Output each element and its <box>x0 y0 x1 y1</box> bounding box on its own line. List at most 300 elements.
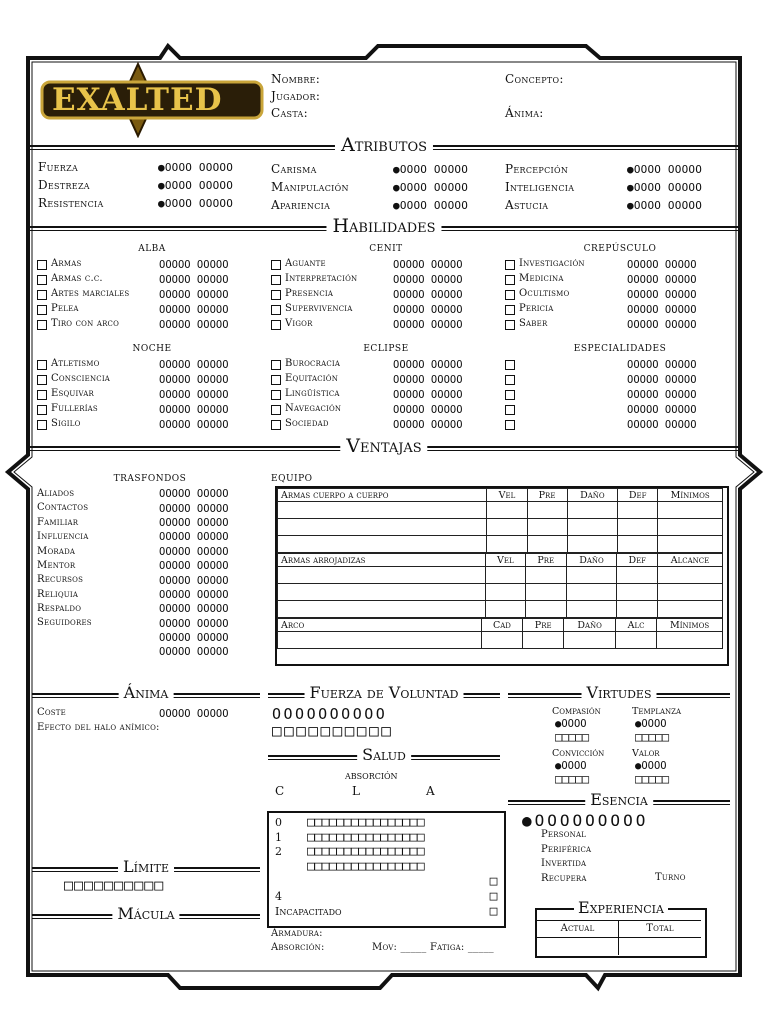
salud-boxes[interactable]: □ <box>489 888 497 904</box>
weapon-header: Pre <box>527 489 567 502</box>
favored-checkbox[interactable] <box>37 360 47 370</box>
weapon-cell[interactable] <box>526 584 566 601</box>
trasfondos-title: trasfondos <box>113 470 187 485</box>
favored-checkbox[interactable] <box>37 390 47 400</box>
weapon-cell[interactable] <box>487 536 527 553</box>
weapon-header: Arco <box>278 619 482 632</box>
salud-header: Salud <box>268 748 500 766</box>
habilidad-label: Medicina <box>519 273 564 285</box>
weapon-cell[interactable] <box>527 502 567 519</box>
habilidad-row <box>37 387 262 402</box>
weapon-cell[interactable] <box>658 601 723 618</box>
trasfondo-dots[interactable]: OOOOO OOOOO <box>159 545 229 558</box>
habilidad-dots[interactable]: OOOOO OOOOO <box>627 258 697 271</box>
trasfondo-row <box>37 545 265 559</box>
favored-checkbox[interactable] <box>271 290 281 300</box>
habilidades-group <box>37 357 262 432</box>
voluntad-circles[interactable]: OOOOOOOOOO <box>272 705 388 723</box>
salud-level-label: 1 <box>275 830 282 844</box>
habilidad-dots[interactable]: OOOOO OOOOO <box>159 318 229 331</box>
salud-level-label: 0 <box>275 815 282 829</box>
habilidad-row <box>271 287 496 302</box>
trasfondo-label: Morada <box>37 545 76 557</box>
weapon-cell[interactable] <box>617 567 658 584</box>
favored-checkbox[interactable] <box>271 260 281 270</box>
weapon-cell[interactable] <box>618 519 658 536</box>
virtud-label: Templanza <box>632 706 682 717</box>
favored-checkbox[interactable] <box>505 420 515 430</box>
trasfondo-dots[interactable]: OOOOO OOOOO <box>159 516 229 529</box>
weapon-header: Vel <box>487 489 527 502</box>
weapon-cell[interactable] <box>566 584 617 601</box>
weapon-cell[interactable] <box>278 632 482 649</box>
trasfondo-dots[interactable]: OOOOO OOOOO <box>159 588 229 601</box>
favored-checkbox[interactable] <box>271 320 281 330</box>
favored-checkbox[interactable] <box>505 320 515 330</box>
weapon-cell[interactable] <box>526 567 566 584</box>
habilidad-row <box>37 372 262 387</box>
weapon-cell[interactable] <box>278 536 487 553</box>
habilidad-row <box>271 257 496 272</box>
virtud-dots[interactable]: ●OOOO <box>555 760 587 772</box>
habilidad-dots[interactable]: OOOOO OOOOO <box>393 373 463 386</box>
habilidad-dots[interactable]: OOOOO OOOOO <box>159 373 229 386</box>
weapon-cell[interactable] <box>567 502 617 519</box>
favored-checkbox[interactable] <box>271 305 281 315</box>
trasfondo-dots[interactable]: OOOOO OOOOO <box>159 574 229 587</box>
favored-checkbox[interactable] <box>37 290 47 300</box>
favored-checkbox[interactable] <box>505 390 515 400</box>
salud-row <box>275 874 499 889</box>
habilidades-group-title: alba <box>138 240 166 255</box>
salud-level-label: Incapacitado <box>275 904 342 918</box>
experiencia-actual: Actual <box>560 923 595 934</box>
habilidad-dots[interactable]: OOOOO OOOOO <box>393 388 463 401</box>
virtud-boxes[interactable]: □□□□□ <box>635 772 669 786</box>
weapon-cell[interactable] <box>616 632 657 649</box>
armadura-label: Armadura: <box>271 928 323 939</box>
habilidad-dots[interactable]: OOOOO OOOOO <box>393 303 463 316</box>
ventajas-header: Ventajas <box>30 438 738 458</box>
trasfondo-row <box>37 573 265 587</box>
favored-checkbox[interactable] <box>271 375 281 385</box>
virtud-boxes[interactable]: □□□□□ <box>555 772 589 786</box>
favored-checkbox[interactable] <box>505 260 515 270</box>
habilidad-label: Saber <box>519 318 548 330</box>
voluntad-header: Fuerza de Voluntad <box>268 686 500 704</box>
atributos-mentales: Percepción ●OOOO OOOOO Inteligencia ●OOOO OOOOO Astucia ●OOOO OOOOO <box>505 162 703 212</box>
trasfondo-dots[interactable]: OOOOO OOOOO <box>159 560 229 573</box>
habilidades-group <box>505 257 730 332</box>
favored-checkbox[interactable] <box>37 375 47 385</box>
esencia-circles[interactable]: ●OOOOOOOOO <box>522 811 649 830</box>
habilidad-label: Armas c.c. <box>51 273 103 285</box>
favored-checkbox[interactable] <box>37 405 47 415</box>
virtud-dots[interactable]: ●OOOO <box>555 718 587 730</box>
habilidad-label: Armas <box>51 258 82 270</box>
habilidad-row <box>271 357 496 372</box>
favored-checkbox[interactable] <box>271 420 281 430</box>
weapon-cell[interactable] <box>487 502 527 519</box>
favored-checkbox[interactable] <box>505 375 515 385</box>
habilidad-label: Pelea <box>51 303 79 315</box>
trasfondo-dots[interactable]: OOOOO OOOOO <box>159 632 229 645</box>
habilidades-group-title: crepúsculo <box>583 240 657 255</box>
trasfondo-label: Aliados <box>37 487 75 499</box>
salud-row <box>275 845 499 860</box>
weapon-cell[interactable] <box>278 519 487 536</box>
habilidad-label: Consciencia <box>51 373 111 385</box>
habilidad-dots[interactable]: OOOOO OOOOO <box>159 403 229 416</box>
efecto-label: Efecto del halo anímico: <box>37 722 160 733</box>
habilidad-row <box>271 387 496 402</box>
salud-boxes[interactable]: □□□□□□□□□□□□□□□□ <box>307 844 425 860</box>
habilidad-row <box>271 317 496 332</box>
habilidad-dots[interactable]: OOOOO OOOOO <box>393 273 463 286</box>
habilidad-dots[interactable]: OOOOO OOOOO <box>159 358 229 371</box>
virtud-boxes[interactable]: □□□□□ <box>555 730 589 744</box>
favored-checkbox[interactable] <box>37 275 47 285</box>
habilidad-row <box>271 372 496 387</box>
salud-boxes[interactable]: □□□□□□□□□□□□□□□□ <box>307 814 425 830</box>
absorcion-l: L <box>352 784 360 798</box>
habilidad-label: Fullerías <box>51 403 98 415</box>
trasfondo-dots[interactable]: OOOOO OOOOO <box>159 603 229 616</box>
experiencia-total: Total <box>646 923 674 934</box>
weapon-cell[interactable] <box>658 536 723 553</box>
habilidad-dots[interactable]: OOOOO OOOOO <box>159 388 229 401</box>
habilidad-row <box>505 372 730 387</box>
habilidad-row <box>505 402 730 417</box>
habilidad-dots[interactable]: OOOOO OOOOO <box>159 258 229 271</box>
virtudes-header: Virtudes <box>508 686 730 704</box>
weapon-cell[interactable] <box>526 601 566 618</box>
trasfondo-row <box>37 559 265 573</box>
trasfondo-row <box>37 617 265 631</box>
weapon-header: Alcance <box>658 554 723 567</box>
virtud-label: Convicción <box>552 748 605 759</box>
habilidad-dots[interactable]: OOOOO OOOOO <box>159 418 229 431</box>
habilidad-label: Ocultismo <box>519 288 570 300</box>
habilidades-group-title: especialidades <box>573 340 667 355</box>
casta-label: Casta: <box>271 106 308 120</box>
weapon-cell[interactable] <box>617 584 658 601</box>
habilidad-dots[interactable]: OOOOO OOOOO <box>393 318 463 331</box>
trasfondo-label: Familiar <box>37 516 79 528</box>
habilidad-label: Sigilo <box>51 418 81 430</box>
jugador-label: Jugador: <box>271 89 321 103</box>
habilidad-label: Artes marciales <box>51 288 130 300</box>
weapon-table-melee <box>277 488 723 553</box>
habilidad-row <box>505 257 730 272</box>
esencia-personal: Personal <box>541 829 587 840</box>
coste-dots: OOOOO OOOOO <box>159 707 229 720</box>
habilidades-group <box>505 357 730 432</box>
fatiga-label: Fatiga: _____ <box>430 942 494 953</box>
trasfondo-row <box>37 588 265 602</box>
virtud-label: Valor <box>632 748 660 759</box>
habilidad-dots[interactable]: OOOOO OOOOO <box>627 273 697 286</box>
habilidad-dots[interactable]: OOOOO OOOOO <box>627 288 697 301</box>
weapon-cell[interactable] <box>617 601 658 618</box>
weapon-cell[interactable] <box>658 584 723 601</box>
habilidad-row <box>37 257 262 272</box>
habilidad-row <box>37 417 262 432</box>
weapon-cell[interactable] <box>567 519 617 536</box>
esencia-invertida: Invertida <box>541 858 587 869</box>
salud-level-label: 4 <box>275 889 282 903</box>
habilidad-label: Tiro con arco <box>51 318 120 330</box>
favored-checkbox[interactable] <box>271 405 281 415</box>
trasfondo-row <box>37 501 265 515</box>
favored-checkbox[interactable] <box>505 275 515 285</box>
nombre-label: Nombre: <box>271 72 321 86</box>
atributos-header: Atributos <box>30 137 738 157</box>
habilidad-dots[interactable]: OOOOO OOOOO <box>159 303 229 316</box>
trasfondo-dots[interactable]: OOOOO OOOOO <box>159 502 229 515</box>
virtud-dots[interactable]: ●OOOO <box>635 760 667 772</box>
trasfondo-dots[interactable]: OOOOO OOOOO <box>159 646 229 659</box>
logo-text: EXALTED <box>52 82 223 118</box>
salud-level-label: 2 <box>275 845 282 859</box>
salud-row <box>275 815 499 830</box>
weapon-table-arco <box>277 618 723 649</box>
weapon-cell[interactable] <box>485 567 525 584</box>
concepto-label: Concepto: <box>505 72 564 86</box>
anima-section-header: Ánima <box>32 686 260 704</box>
habilidad-row <box>271 302 496 317</box>
weapon-cell[interactable] <box>618 502 658 519</box>
salud-boxes[interactable]: □ <box>489 903 497 919</box>
esencia-turno: Turno <box>655 872 686 883</box>
weapon-table-thrown <box>277 553 723 618</box>
anima-section-body <box>37 706 262 736</box>
habilidad-dots[interactable]: OOOOO OOOOO <box>159 273 229 286</box>
limite-boxes[interactable]: □□□□□□□□□□ <box>64 876 165 894</box>
habilidad-row <box>505 317 730 332</box>
weapon-header: Armas arrojadizas <box>278 554 486 567</box>
virtud-dots[interactable]: ●OOOO <box>635 718 667 730</box>
voluntad-squares[interactable]: □□□□□□□□□□ <box>272 721 394 740</box>
habilidad-dots[interactable]: OOOOO OOOOO <box>627 418 697 431</box>
habilidad-row <box>37 287 262 302</box>
weapon-cell[interactable] <box>658 519 723 536</box>
weapon-header: Vel <box>485 554 525 567</box>
favored-checkbox[interactable] <box>505 360 515 370</box>
weapon-header: Pre <box>523 619 564 632</box>
habilidad-row <box>37 357 262 372</box>
weapon-cell[interactable] <box>278 584 486 601</box>
habilidad-label: Esquivar <box>51 388 95 400</box>
esencia-recupera: Recupera <box>541 872 587 884</box>
habilidades-group <box>271 357 496 432</box>
weapon-header: Def <box>617 554 658 567</box>
mov-label: Mov: _____ <box>372 942 427 953</box>
weapon-header: Alc <box>616 619 657 632</box>
trasfondo-label: Mentor <box>37 559 76 571</box>
trasfondo-row <box>37 530 265 544</box>
trasfondo-dots[interactable]: OOOOO OOOOO <box>159 488 229 501</box>
weapon-cell[interactable] <box>658 567 723 584</box>
weapon-cell[interactable] <box>527 519 567 536</box>
habilidad-dots[interactable]: OOOOO OOOOO <box>393 288 463 301</box>
salud-row <box>275 889 499 904</box>
weapon-header: Daño <box>564 619 616 632</box>
habilidad-dots[interactable]: OOOOO OOOOO <box>159 288 229 301</box>
trasfondo-dots[interactable]: OOOOO OOOOO <box>159 617 229 630</box>
virtud-label: Compasión <box>552 706 601 717</box>
weapon-cell[interactable] <box>566 601 617 618</box>
weapon-header: Daño <box>566 554 617 567</box>
habilidad-dots[interactable]: OOOOO OOOOO <box>627 388 697 401</box>
weapon-cell[interactable] <box>657 632 723 649</box>
limite-header: Límite <box>32 860 260 878</box>
weapon-header: Mínimos <box>658 489 723 502</box>
habilidad-row <box>37 317 262 332</box>
habilidad-row <box>271 272 496 287</box>
habilidad-row <box>505 287 730 302</box>
habilidad-label: Vigor <box>285 318 313 330</box>
habilidad-label: Supervivencia <box>285 303 353 315</box>
favored-checkbox[interactable] <box>271 275 281 285</box>
habilidad-row <box>505 357 730 372</box>
habilidad-dots[interactable]: OOOOO OOOOO <box>393 418 463 431</box>
weapon-header: Mínimos <box>657 619 723 632</box>
habilidad-row <box>505 387 730 402</box>
salud-boxes[interactable]: □□□□□□□□□□□□□□□□ <box>307 859 425 875</box>
favored-checkbox[interactable] <box>505 305 515 315</box>
habilidad-row <box>505 302 730 317</box>
habilidad-dots[interactable]: OOOOO OOOOO <box>627 318 697 331</box>
weapon-cell[interactable] <box>485 601 525 618</box>
habilidad-label: Aguante <box>285 258 326 270</box>
habilidad-row <box>271 417 496 432</box>
habilidad-dots[interactable]: OOOOO OOOOO <box>393 403 463 416</box>
esencia-periferica: Periférica <box>541 843 592 855</box>
salud-boxes[interactable]: □ <box>489 874 497 890</box>
trasfondo-label: Seguidores <box>37 617 92 629</box>
favored-checkbox[interactable] <box>37 420 47 430</box>
favored-checkbox[interactable] <box>505 290 515 300</box>
trasfondo-row <box>37 602 265 616</box>
habilidades-group-title: noche <box>132 340 172 355</box>
habilidades-header: Habilidades <box>30 218 738 238</box>
weapon-header: Def <box>618 489 658 502</box>
trasfondo-label: Respaldo <box>37 603 82 615</box>
habilidad-label: Equitación <box>285 373 339 385</box>
salud-boxes[interactable]: □□□□□□□□□□□□□□□□ <box>307 829 425 845</box>
weapon-header: Armas cuerpo a cuerpo <box>278 489 487 502</box>
trasfondo-row <box>37 645 265 659</box>
experiencia-title: Experiencia <box>574 898 668 917</box>
favored-checkbox[interactable] <box>505 405 515 415</box>
virtud-boxes[interactable]: □□□□□ <box>635 730 669 744</box>
habilidades-group <box>271 257 496 332</box>
anima-label: Ánima: <box>505 106 544 120</box>
habilidad-label: Sociedad <box>285 418 329 430</box>
salud-row <box>275 830 499 845</box>
habilidad-dots[interactable]: OOOOO OOOOO <box>627 303 697 316</box>
habilidad-label: Investigación <box>519 258 585 270</box>
habilidad-row <box>37 272 262 287</box>
trasfondo-dots[interactable]: OOOOO OOOOO <box>159 531 229 544</box>
habilidad-row <box>37 402 262 417</box>
absorcion-label: Absorción: <box>271 942 325 953</box>
weapon-cell[interactable] <box>278 567 486 584</box>
favored-checkbox[interactable] <box>37 305 47 315</box>
habilidad-row <box>505 272 730 287</box>
weapon-cell[interactable] <box>481 632 522 649</box>
macula-header: Mácula <box>32 907 260 925</box>
favored-checkbox[interactable] <box>271 360 281 370</box>
trasfondo-row <box>37 631 265 645</box>
equipo-title: equipo <box>271 470 313 485</box>
habilidad-dots[interactable]: OOOOO OOOOO <box>393 258 463 271</box>
habilidad-row <box>505 417 730 432</box>
habilidad-label: Navegación <box>285 403 342 415</box>
weapon-cell[interactable] <box>487 519 527 536</box>
habilidades-group-title: eclipse <box>363 340 409 355</box>
atributos-sociales: Carisma ●OOOO OOOOO Manipulación ●OOOO OOOOO Apariencia ●OOOO OOOOO <box>271 162 469 212</box>
favored-checkbox[interactable] <box>37 260 47 270</box>
trasfondo-label: Influencia <box>37 531 89 543</box>
weapon-cell[interactable] <box>618 536 658 553</box>
habilidad-dots[interactable]: OOOOO OOOOO <box>627 403 697 416</box>
weapon-cell[interactable] <box>564 632 616 649</box>
weapon-cell[interactable] <box>658 502 723 519</box>
habilidad-row <box>271 402 496 417</box>
weapon-cell[interactable] <box>566 567 617 584</box>
salud-row <box>275 904 499 919</box>
habilidad-dots[interactable]: OOOOO OOOOO <box>627 373 697 386</box>
weapon-header: Pre <box>526 554 566 567</box>
absorcion-title: absorción <box>345 768 398 782</box>
trasfondo-row <box>37 487 265 501</box>
habilidad-label: Pericia <box>519 303 554 315</box>
esencia-header: Esencia <box>508 793 730 811</box>
salud-row <box>275 859 499 874</box>
exalted-logo <box>38 62 266 138</box>
habilidad-dots[interactable]: OOOOO OOOOO <box>627 358 697 371</box>
weapon-header: Daño <box>567 489 617 502</box>
absorcion-c: C <box>275 784 285 798</box>
habilidad-label: Lingüística <box>285 388 340 400</box>
weapon-cell[interactable] <box>278 502 487 519</box>
habilidad-label: Atletismo <box>51 358 100 370</box>
trasfondo-label: Recursos <box>37 574 84 586</box>
habilidad-label: Interpretación <box>285 273 358 285</box>
habilidad-dots[interactable]: OOOOO OOOOO <box>393 358 463 371</box>
weapon-cell[interactable] <box>523 632 564 649</box>
favored-checkbox[interactable] <box>271 390 281 400</box>
weapon-cell[interactable] <box>567 536 617 553</box>
atributos-fisicos: Fuerza ●OOOO OOOOO Destreza ●OOOO OOOOO Resistencia ●OOOO OOOOO <box>38 160 234 210</box>
favored-checkbox[interactable] <box>37 320 47 330</box>
weapon-header: Cad <box>481 619 522 632</box>
weapon-cell[interactable] <box>485 584 525 601</box>
habilidad-row <box>37 302 262 317</box>
habilidades-group <box>37 257 262 332</box>
weapon-cell[interactable] <box>527 536 567 553</box>
trasfondos-list <box>37 487 265 660</box>
habilidad-label: Presencia <box>285 288 334 300</box>
coste-label: Coste <box>37 707 66 719</box>
habilidades-group-title: cenit <box>369 240 403 255</box>
absorcion-a: A <box>426 784 435 798</box>
weapon-cell[interactable] <box>278 601 486 618</box>
trasfondo-label: Contactos <box>37 502 89 514</box>
habilidad-label: Burocracia <box>285 358 341 370</box>
